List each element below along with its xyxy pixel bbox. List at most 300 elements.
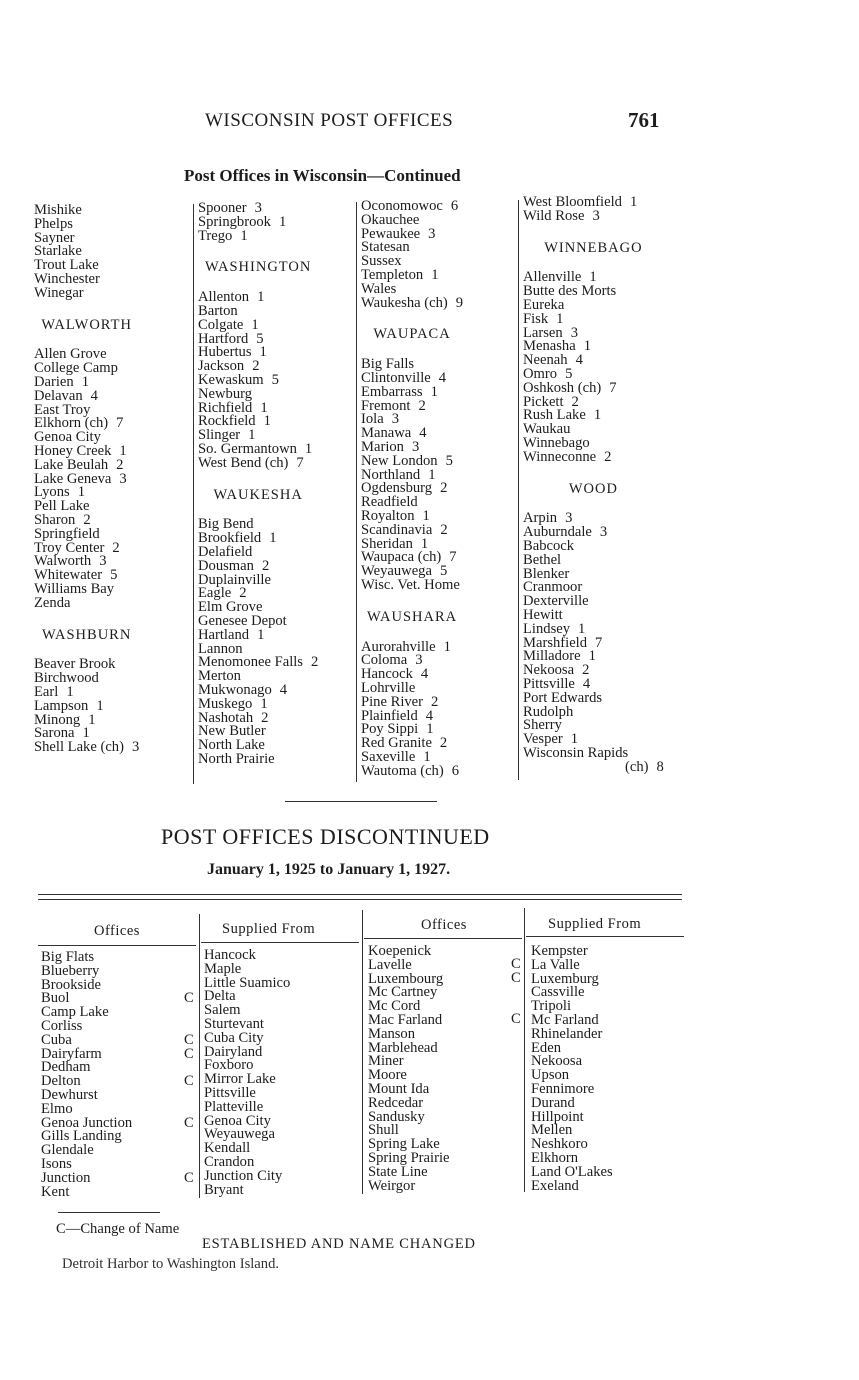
post-office-name: Winegar [34,284,84,301]
supplied-from-office: Salem [204,1002,241,1019]
supplied-from-office: Mc Farland [531,1011,599,1028]
post-office-class: 7 [449,549,457,566]
post-office-name: (ch) [625,758,649,775]
post-office-name: Hartford [198,330,249,347]
post-office-name: Newburg [198,385,253,402]
supplied-from-office: Bryant [204,1181,244,1198]
discontinued-office: Marblehead [368,1039,438,1056]
change-of-name-flag [511,1179,521,1193]
discontinued-office: Koepenick [368,943,432,959]
post-office-name: Kewaskum [198,371,264,388]
post-office-class: 5 [565,365,573,382]
post-office-name: Delavan [34,387,83,404]
county-heading: WAUKESHA [213,486,303,503]
offices-header: Offices [421,917,467,933]
post-office-class: 1 [570,731,579,748]
supplied-from-office: Maple [204,960,242,977]
discontinued-office: Mc Cord [368,998,421,1015]
post-office-class: 2 [112,539,120,556]
post-office-class: 9 [455,294,464,311]
post-office-class: 3 [415,652,423,669]
post-office-entry [361,294,464,311]
post-office-name: Allenville [523,269,582,286]
post-office-name: Blenker [523,565,570,582]
post-office-name: Lohrville [361,679,416,696]
post-office-class: 2 [418,397,426,414]
post-office-class: 5 [256,330,264,347]
post-office-name: Delafield [198,543,253,560]
supplied-from-office: Platteville [204,1098,264,1115]
post-office-name: Butte des Morts [523,283,617,300]
supplied-from-office: Exeland [531,1177,579,1194]
post-office-name: College Camp [34,360,118,377]
post-office-class: 1 [589,269,597,286]
change-of-name-flag [184,965,194,979]
post-office-name: Wisc. Vet. Home [361,576,460,593]
supplied-from-header: Supplied From [548,916,642,932]
post-office-name: Elkhorn (ch) [34,415,109,432]
post-office-class: 2 [439,735,448,752]
supplied-from-right [531,945,613,1193]
post-office-name: Brookfield [198,530,262,547]
post-office-class: 3 [391,411,399,428]
post-office-class: 4 [90,387,98,404]
post-office-entry [34,284,139,301]
post-office-name: Allenton [198,289,250,306]
post-office-name: Springfield [34,525,100,542]
post-office-name: Mukwonago [198,681,272,698]
discontinued-office: Camp Lake [41,1004,109,1021]
post-office-class: 1 [423,748,431,765]
column-rule [193,204,194,784]
change-of-name-flag [511,1151,521,1165]
table-column-rule [362,910,363,1194]
post-office-class: 3 [131,739,140,756]
post-office-name: Okauchee [361,211,420,228]
post-office-name: Embarrass [361,383,423,400]
discontinued-office: Corliss [41,1017,83,1034]
post-office-name: North Prairie [198,750,275,767]
post-office-name: Menomonee Falls [198,654,303,671]
post-office-name: Rush Lake [523,407,586,424]
post-office-name: Waukesha (ch) [361,294,448,311]
post-office-name: Rockfield [198,413,256,430]
post-office-class: 1 [96,697,104,714]
discontinued-dates: January 1, 1925 to January 1, 1927. [207,861,451,878]
post-office-class: 2 [440,480,448,497]
supplied-from-office: Mirror Lake [204,1071,276,1088]
post-office-name: Nekoosa [523,662,575,679]
table-top-rule [38,899,682,900]
post-office-name: Waupaca (ch) [361,549,442,566]
post-office-name: Pewaukee [361,225,421,242]
change-of-name-flag: C [511,969,521,986]
change-of-name-flag: C [184,1073,194,1090]
post-office-name: Ogdensburg [361,480,433,497]
post-office-name: Hubertus [198,344,252,361]
discontinued-office: Manson [368,1025,416,1042]
post-office-name: Lake Beulah [34,456,109,473]
change-of-name-flag [511,1110,521,1124]
post-office-class: 1 [629,194,638,210]
post-office-name: Slinger [198,427,241,444]
change-of-name-flag [184,1006,194,1020]
discontinued-office: Moore [368,1067,407,1084]
post-office-class: 1 [443,638,451,655]
change-of-name-flag [184,1130,194,1144]
change-of-name-flag: C [184,1045,194,1062]
supplied-from-office: Neshkoro [531,1136,588,1153]
post-office-name: Pine River [361,693,424,710]
post-office-class: 1 [119,442,127,459]
post-office-name: Oshkosh (ch) [523,379,602,396]
change-of-name-flag [511,986,521,1000]
post-office-name: Sheridan [361,535,413,552]
discontinued-office: Brookside [41,976,101,993]
post-office-class: 5 [439,563,448,580]
post-office-class: 8 [656,758,664,775]
post-office-name: Whitewater [34,567,103,584]
post-office-class: 2 [261,709,269,726]
post-office-name: Eureka [523,296,565,313]
change-of-name-flag: C [184,1031,194,1048]
post-office-name: Wautoma (ch) [361,762,444,779]
post-office-name: Dousman [198,557,254,574]
discontinued-office: Dairyfarm [41,1045,102,1062]
post-office-name: Port Edwards [523,689,603,706]
post-office-name: Earl [34,683,59,700]
header-underline [526,936,684,937]
post-office-name: Zenda [34,594,71,611]
supplied-from-office: Fennimore [531,1080,595,1097]
post-office-name: Hewitt [523,606,563,623]
post-office-class: 1 [257,626,265,643]
post-office-class: 1 [578,620,586,637]
post-office-name: Lannon [198,640,243,657]
post-office-name: Scandinavia [361,521,433,538]
post-office-name: Sarona [34,725,75,742]
post-office-name: Eagle [198,585,232,602]
discontinued-office: Sandusky [368,1108,425,1125]
discontinued-office: Shull [368,1122,399,1139]
supplied-from-office: Elkhorn [531,1149,579,1166]
post-office-class: 1 [304,440,313,457]
discontinued-office: Buol [41,990,70,1007]
post-office-name: Williams Bay [34,580,115,597]
supplied-from-office: Mellen [531,1122,573,1139]
post-office-class: 4 [279,681,288,698]
discontinued-office: Cuba [41,1031,72,1048]
post-office-name: Readfield [361,494,418,511]
change-of-name-flag [184,1186,194,1200]
discontinued-office: Delton [41,1073,81,1090]
discontinued-office: Luxembourg [368,970,444,987]
post-office-class: 1 [588,648,596,665]
post-office-name: Red Granite [361,735,432,752]
post-office-entry [34,741,139,755]
post-office-name: Merton [198,668,241,685]
offices-header: Offices [94,923,140,939]
post-office-name: Jackson [198,358,245,375]
discontinued-office: Dewhurst [41,1086,98,1103]
post-office-name: Troy Center [34,539,105,556]
established-title: ESTABLISHED AND NAME CHANGED [202,1236,476,1252]
discontinued-office: Mount Ida [368,1080,430,1097]
post-office-entry [34,594,139,611]
post-office-name: Allen Grove [34,346,107,363]
supplied-from-office: Luxemburg [531,970,599,987]
supplied-from-office: Little Suamico [204,974,291,991]
post-office-name: Bethel [523,551,562,568]
post-office-name: Spooner [198,200,247,216]
post-office-class: 1 [278,213,287,230]
change-of-name-flag: C [184,1169,194,1186]
post-office-name: Marion [361,438,404,455]
discontinued-office: Isons [41,1155,72,1172]
change-of-name-flag [511,1124,521,1138]
post-office-class: 4 [438,369,447,386]
discontinued-office: Junction [41,1169,91,1186]
post-office-name: Dexterville [523,593,589,610]
supplied-from-office: Cassville [531,984,585,1001]
post-office-name: North Lake [198,737,265,754]
discontinued-office: Redcedar [368,1094,424,1111]
post-office-class: 6 [450,198,459,214]
post-office-name: Arpin [523,510,558,527]
post-office-class: 2 [571,393,579,410]
discontinued-office: Genoa Junction [41,1114,133,1131]
post-office-class: 3 [565,510,573,527]
supplied-from-office: Tripoli [531,998,572,1015]
post-office-entry [198,750,318,767]
post-office-name: Babcock [523,537,575,554]
supplied-from-office: Weyauwega [204,1126,275,1143]
post-office-name: Duplainville [198,571,271,588]
post-office-class: 5 [110,567,118,584]
supplied-from-office: Hancock [204,947,256,963]
post-office-name: Barton [198,302,238,319]
post-office-class: 7 [116,415,124,432]
post-office-name: Sherry [523,717,562,734]
change-flags-left [184,951,194,1199]
post-office-name: New Butler [198,723,266,740]
post-office-name: Phelps [34,215,73,232]
post-office-class: 3 [592,207,600,224]
post-office-name: Northland [361,466,421,483]
post-office-class: 2 [604,448,612,465]
post-office-column-3 [361,200,463,778]
post-office-entry [523,207,664,224]
post-office-class: 2 [252,358,260,375]
discontinued-office: Lavelle [368,956,412,973]
change-of-name-flag [184,1089,194,1103]
post-office-name: Richfield [198,399,253,416]
post-office-class: 1 [426,721,434,738]
post-office-class: 1 [259,344,267,361]
supplied-from-office: Nekoosa [531,1053,583,1070]
post-office-class: 1 [257,289,265,306]
post-office-class: 1 [248,427,256,444]
post-office-class: 4 [582,675,591,692]
post-office-name: Manawa [361,425,412,442]
change-flags-right [511,958,521,1193]
post-office-name: Honey Creek [34,442,112,459]
change-of-name-flag: C [184,990,194,1007]
post-office-name: East Troy [34,401,91,418]
section-title: Post Offices in Wisconsin—Continued [184,166,461,185]
post-office-name: Oconomowoc [361,198,443,214]
discontinued-office: Blueberry [41,962,100,979]
post-office-entry [198,454,318,471]
discontinued-office: Spring Prairie [368,1149,450,1166]
supplied-from-office: Junction City [204,1167,283,1184]
post-office-class: 2 [440,521,448,538]
post-office-name: Colgate [198,316,244,333]
post-office-class: 3 [411,438,420,455]
running-title: WISCONSIN POST OFFICES [205,110,454,131]
supplied-from-office: Pittsville [204,1084,256,1101]
post-office-column-1 [34,204,139,755]
column-rule [356,202,357,782]
supplied-from-office: Durand [531,1094,575,1111]
post-office-class: 6 [451,762,459,779]
county-heading: WASHBURN [41,626,132,643]
post-office-name: Waukau [523,421,571,438]
county-heading: WASHINGTON [204,259,312,276]
supplied-from-office: La Valle [531,956,580,973]
supplied-from-office: Eden [531,1039,561,1056]
supplied-from-office: Kempster [531,943,588,959]
post-office-name: Minong [34,711,81,728]
post-office-class: 1 [431,266,439,283]
post-office-class: 1 [583,338,591,355]
post-office-name: Sayner [34,229,75,246]
change-of-name-footnote: C—Change of Name [56,1221,180,1237]
post-office-class: 4 [425,707,434,724]
supplied-from-office: Upson [531,1067,570,1084]
post-office-name: Poy Sippi [361,721,419,738]
post-office-entry [361,762,463,779]
supplied-from-office: Dairyland [204,1043,263,1060]
post-office-class: 3 [119,470,127,487]
supplied-from-office: Cuba City [204,1029,264,1046]
discontinued-office: Mc Cartney [368,984,438,1001]
post-office-class: 1 [88,711,96,728]
post-office-name: Pittsville [523,675,575,692]
post-office-name: Winnebago [523,434,590,451]
post-office-name: Larsen [523,324,563,341]
post-office-name: Saxeville [361,748,416,765]
post-office-class: 1 [263,413,271,430]
supplied-from-header: Supplied From [222,921,316,937]
post-office-name: Lindsey [523,620,571,637]
post-office-name: Muskego [198,695,253,712]
post-office-class: 4 [575,352,583,369]
post-office-name: Statesan [361,239,410,256]
county-heading: WOOD [568,480,618,497]
post-office-column-4 [523,196,664,774]
discontinued-title: POST OFFICES DISCONTINUED [161,824,490,849]
post-office-class: 2 [582,662,590,679]
column-rule [518,200,519,780]
post-office-entry [523,758,664,775]
post-office-name: West Bloomfield [523,194,622,210]
county-heading: WAUSHARA [366,608,458,625]
change-of-name-flag [511,1096,521,1110]
post-office-class: 1 [430,383,438,400]
post-office-name: Sussex [361,253,402,270]
post-office-class: 3 [570,324,579,341]
post-office-class: 1 [251,316,259,333]
post-office-class: 2 [116,456,124,473]
post-office-entry [198,227,318,244]
post-office-name: Mishike [34,202,82,218]
supplied-from-office: Rhinelander [531,1025,603,1042]
change-of-name-flag [511,1165,521,1179]
post-office-class: 1 [260,399,268,416]
post-office-name: Pell Lake [34,498,90,515]
change-of-name-flag: C [511,1011,521,1028]
post-office-name: Clintonville [361,369,431,386]
post-office-name: Coloma [361,652,408,669]
post-office-class: 1 [593,407,602,424]
post-office-name: Auburndale [523,524,592,541]
footnote-rule [58,1212,160,1213]
table-column-rule [524,908,525,1192]
post-office-column-2 [198,202,318,767]
discontinued-offices-right [368,945,449,1193]
table-column-rule [199,914,200,1198]
post-office-entry [361,576,463,593]
post-office-class: 1 [77,484,85,501]
post-office-name: Iola [361,411,384,428]
post-office-name: Milladore [523,648,581,665]
supplied-from-left [204,949,290,1197]
post-office-name: Templeton [361,266,424,283]
post-office-name: Pickett [523,393,564,410]
post-office-name: Menasha [523,338,576,355]
post-office-class: 2 [239,585,247,602]
post-office-class: 5 [271,371,279,388]
change-of-name-flag [184,951,194,965]
supplied-from-office: Foxboro [204,1057,254,1074]
post-office-name: Lake Geneva [34,470,112,487]
change-of-name-flag [511,1041,521,1055]
post-office-name: Neenah [523,352,568,369]
post-office-class: 1 [82,725,90,742]
header-underline [201,942,359,943]
supplied-from-office: Kendall [204,1140,251,1157]
post-office-name: So. Germantown [198,440,297,457]
post-office-name: Weyauwega [361,563,432,580]
supplied-from-office: Delta [204,988,236,1005]
post-office-class: 7 [595,634,603,651]
post-office-class: 2 [310,654,319,671]
header-underline [38,945,196,946]
post-office-name: Plainfield [361,707,418,724]
post-office-name: Omro [523,365,558,382]
post-office-name: Cranmoor [523,579,583,596]
page-number: 761 [628,108,660,132]
change-of-name-flag [511,1055,521,1069]
change-of-name-flag: C [511,956,521,972]
post-office-class: 1 [428,466,436,483]
post-office-name: Nashotah [198,709,254,726]
post-office-name: Rudolph [523,703,574,720]
change-of-name-flag [511,1068,521,1082]
post-office-class: 2 [83,511,91,528]
post-office-class: 7 [296,454,304,471]
